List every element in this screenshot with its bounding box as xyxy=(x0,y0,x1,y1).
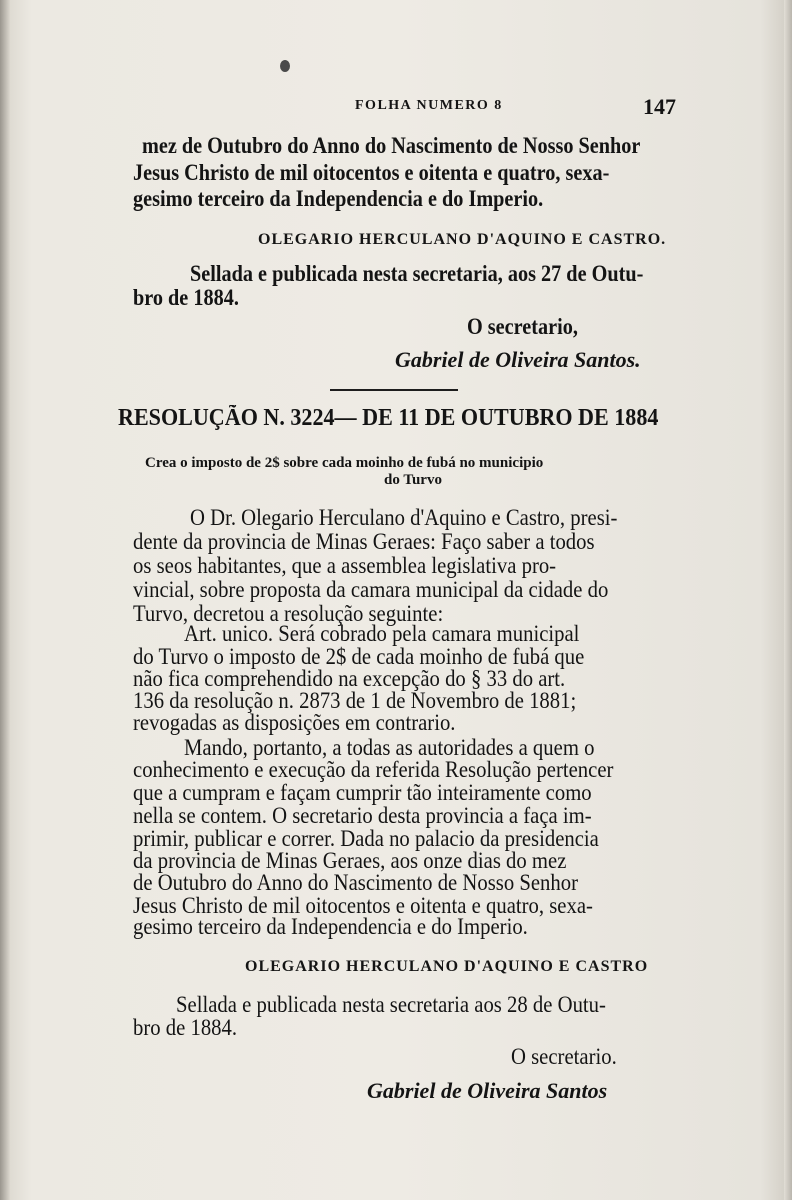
secretary-title: O secretario. xyxy=(511,1044,617,1069)
text-line: nella se contem. O secretario desta provincia a faça im- xyxy=(133,803,592,828)
text-line: de Outubro do Anno do Nascimento de Nosso Senhor xyxy=(133,870,579,895)
text-line: Art. unico. Será cobrado pela camara municipal xyxy=(184,621,580,646)
text-line: Mando, portanto, a todas as autoridades a quem o xyxy=(184,735,595,760)
text-line: primir, publicar e correr. Dada no palacio da presidencia xyxy=(133,826,599,851)
signature-line: OLEGARIO HERCULANO D'AQUINO E CASTRO. xyxy=(258,231,667,248)
secretary-title: O secretario, xyxy=(467,314,578,339)
text-line: gesimo terceiro da Independencia e do Imperio. xyxy=(133,186,544,211)
text-line: Jesus Christo de mil oitocentos e oitenta e quatro, sexa- xyxy=(133,893,593,918)
page-number: 147 xyxy=(643,94,676,119)
ink-blot xyxy=(280,60,290,72)
text-line: Sellada e publicada nesta secretaria, aos 27 de Outu- xyxy=(190,261,644,286)
text-line: 136 da resolução n. 2873 de 1 de Novembro de 1881; xyxy=(133,688,577,713)
text-line: revogadas as disposições em contrario. xyxy=(133,710,456,735)
text-line: conhecimento e execução da referida Resolução pertencer xyxy=(133,757,614,782)
resolution-summary: do Turvo xyxy=(384,472,442,488)
text-line: da provincia de Minas Geraes, aos onze dias do mez xyxy=(133,848,567,873)
text-line: Sellada e publicada nesta secretaria aos 28 de Outu- xyxy=(176,992,606,1017)
text-line: os seos habitantes, que a assemblea legislativa pro- xyxy=(133,553,557,578)
text-line: gesimo terceiro da Independencia e do Imperio. xyxy=(133,914,528,939)
page-gutter-shadow xyxy=(0,0,10,1200)
resolution-summary: Crea o imposto de 2$ sobre cada moinho de fubá no municipio xyxy=(145,455,544,471)
secretary-name: Gabriel de Oliveira Santos xyxy=(367,1078,608,1103)
signature-line: OLEGARIO HERCULANO D'AQUINO E CASTRO xyxy=(245,958,649,975)
text-line: Turvo, decretou a resolução seguinte: xyxy=(133,601,444,626)
text-line: bro de 1884. xyxy=(133,1015,238,1040)
page-edge xyxy=(784,0,792,1200)
section-divider xyxy=(330,389,458,391)
running-head: FOLHA NUMERO 8 xyxy=(355,98,503,113)
text-line: dente da provincia de Minas Geraes: Faço saber a todos xyxy=(133,529,595,554)
text-line: que a cumpram e façam cumprir tão inteiramente como xyxy=(133,780,592,805)
text-line: mez de Outubro do Anno do Nascimento de Nosso Senhor xyxy=(142,133,641,158)
text-line: O Dr. Olegario Herculano d'Aquino e Castro, presi- xyxy=(190,505,618,530)
resolution-title: RESOLUÇÃO N. 3224— DE 11 DE OUTUBRO DE 1884 xyxy=(118,405,659,431)
text-line: Jesus Christo de mil oitocentos e oitenta e quatro, sexa- xyxy=(133,160,610,185)
text-line: vincial, sobre proposta da camara municipal da cidade do xyxy=(133,577,609,602)
text-line: do Turvo o imposto de 2$ de cada moinho de fubá que xyxy=(133,644,585,669)
secretary-name: Gabriel de Oliveira Santos. xyxy=(395,347,641,372)
text-line: não fica comprehendido na excepção do § 33 do art. xyxy=(133,666,566,691)
text-line: bro de 1884. xyxy=(133,285,239,310)
